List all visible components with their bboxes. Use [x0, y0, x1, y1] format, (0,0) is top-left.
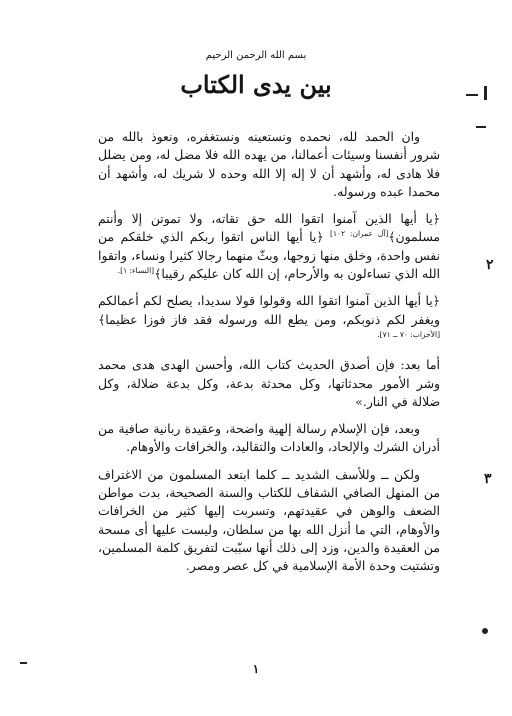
body-text	[98, 128, 440, 585]
paragraph-closing	[98, 466, 440, 576]
verse-citation: [آل عمران: ١٠٢]	[330, 229, 389, 239]
margin-tick	[466, 94, 478, 96]
verse-citation: [الأحزاب: ٧٠ ــ ٧١].	[377, 329, 440, 339]
margin-tick	[476, 126, 486, 128]
paragraph-islam	[98, 420, 440, 457]
quran-verse: ﴿يا أيها الذين آمنوا اتقوا الله وقولوا قولا سديدا، يصلح لكم أعمالكم ويغفر لكم ذنوبكم، ومن يطع الله ورسوله فقد فاز فوزا عظيما﴾	[98, 293, 440, 327]
margin-tick	[484, 86, 487, 100]
margin-tick	[20, 662, 27, 664]
margin-mark: ٢	[486, 257, 494, 273]
paragraph-text: أما بعد: فإن أصدق الحديث كتاب الله، وأحسن الهدى هدى محمد وشر الأمور محدثاتها، وكل محدثة بدعة، وكل بدعة ضلالة، وكل ضلالة في النار.»	[98, 357, 440, 409]
page-number: ١	[252, 662, 260, 676]
paragraph-verses-2	[98, 292, 440, 347]
paragraph-opening	[98, 128, 440, 201]
quran-verse: ﴿يا أيها الذين آمنوا اتقوا الله حق تقاته، ولا تموتن إلا وأنتم مسلمون﴾	[98, 211, 441, 245]
quran-verse: ﴿يا أيها الناس اتقوا ربكم الذي خلقكم من نفس واحدة، وخلق منها زوجها، وبثّ منهما رجالا كثيرا ونساء، واتقوا الله الذي تساءلون به والأرحام، إن الله كان عليكم رقيبا﴾	[98, 229, 440, 282]
paragraph-text: وبعد، فإن الإسلام رسالة إلهية واضحة، وعقيدة ربانية صافية من أدران الشرك والإلحاد، والعادات والتقاليد، والخرافات والأوهام.	[98, 421, 440, 455]
margin-tick	[482, 628, 488, 634]
page-title: بين يدى الكتاب	[180, 70, 332, 99]
paragraph-hadith	[98, 356, 440, 411]
paragraph-verses-1	[98, 210, 440, 283]
margin-mark: ٣	[484, 471, 492, 487]
verse-citation: [النساء: ١].	[117, 265, 155, 275]
paragraph-text: وان الحمد لله، نحمده ونستعينه ونستغفره، ونعوذ بالله من شرور أنفسنا وسيئات أعمالنا، من يهده الله فلا مضل له، ومن يضلل فلا هادى له، وأشهد أن لا إله إلا الله وحده لا شريك له، وأشهد أن محمدا عبده ورسوله.	[98, 129, 440, 199]
paragraph-text: ولكن ــ وللأسف الشديد ــ كلما ابتعد المسلمون من الاغتراف من المنهل الصافي الشفاف للكتاب والسنة الصحيحة، بدت مواطن الضعف والوهن في عقيدتهم، وتسربت إليها كثير من الخرافات والأوهام، التي ما أنزل الله بها من سلطان، وليست عليها أى مسحة من العقيدة والدين، وزد إلى ذلك أنها سبّبت لتفريق كلمة المسلمين، وتشتيت وحدة الأمة الإسلامية في كل عصر ومصر.	[98, 466, 440, 574]
basmala: بسم الله الرحمن الرحيم	[205, 50, 307, 61]
